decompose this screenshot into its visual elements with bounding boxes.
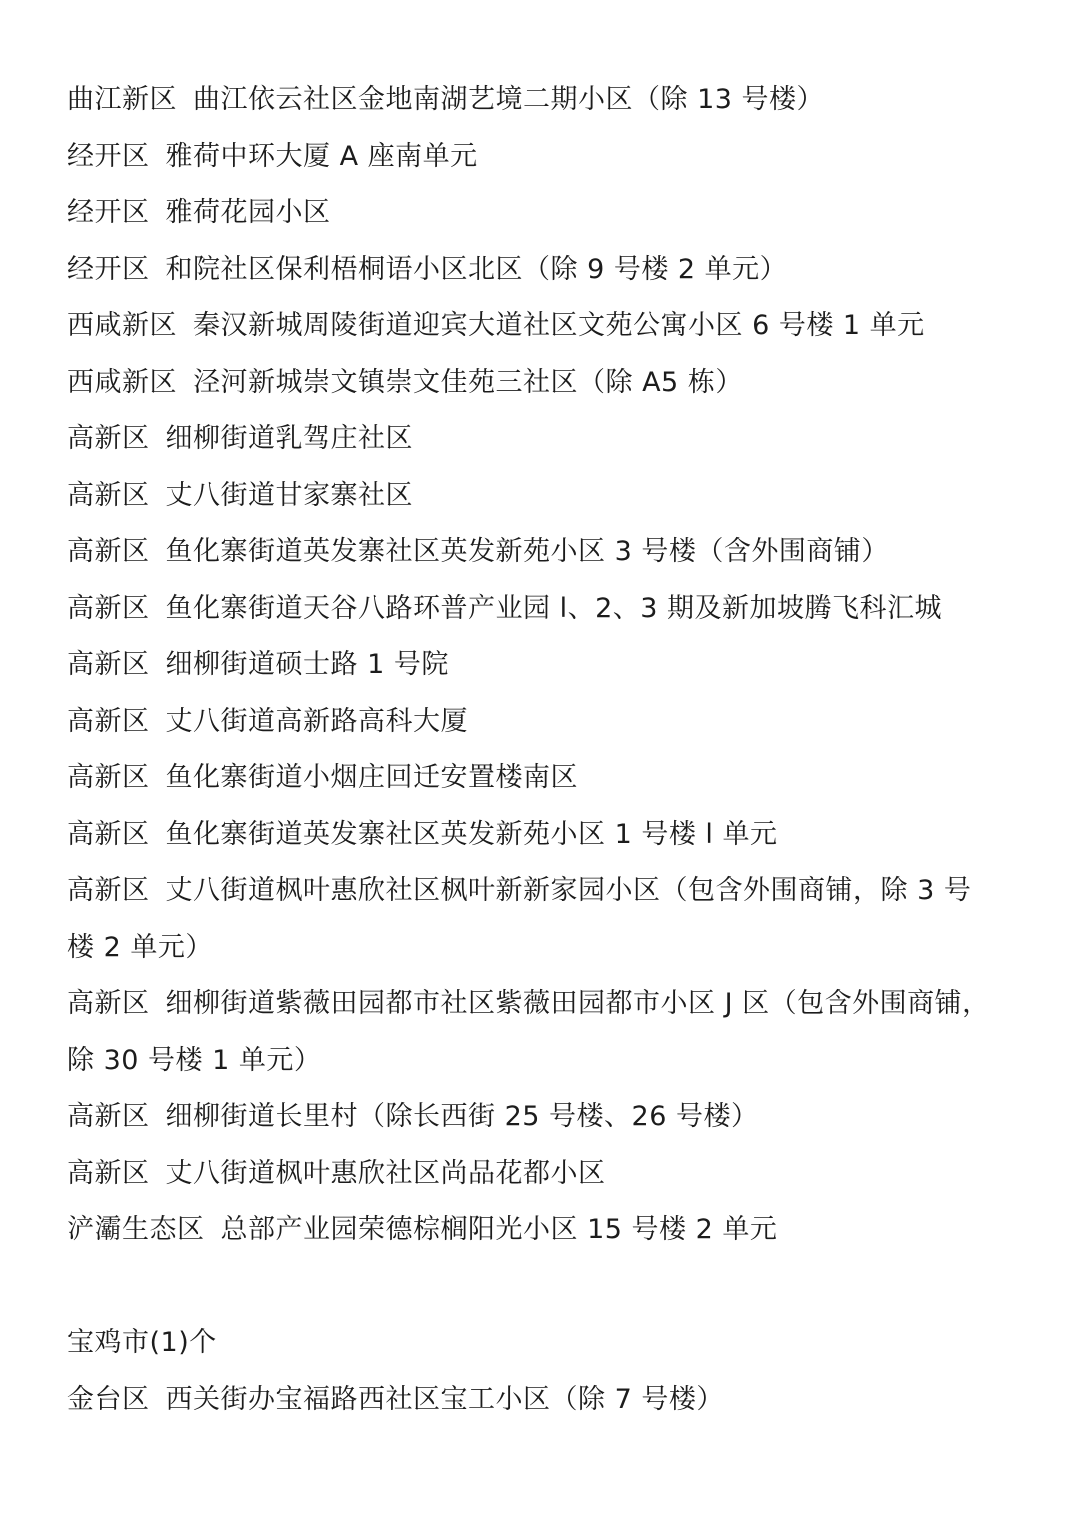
list-item: [67, 468, 1027, 525]
district-name: 高新区: [67, 705, 150, 737]
district-name: 高新区: [67, 592, 150, 624]
district-name: 西咸新区: [67, 310, 177, 341]
list-item: [67, 1146, 1027, 1203]
location-text: 泾河新城崇文镇崇文佳苑三社区（除 A5 栋）: [193, 366, 743, 398]
location-text-continued: 除 30 号楼 1 单元）: [67, 1044, 322, 1076]
district-name: 高新区: [67, 988, 150, 1019]
location-text: 秦汉新城周陵街道迎宾大道社区文苑公寓小区 6 号楼 1 单元: [193, 310, 925, 341]
list-item-continuation: [67, 1033, 1027, 1090]
list-item: [67, 807, 1027, 864]
list-item: [67, 129, 1027, 186]
district-name: 高新区: [67, 649, 150, 680]
district-name: 高新区: [67, 1101, 150, 1132]
list-item: [67, 355, 1027, 412]
location-text: 曲江依云社区金地南湖艺境二期小区（除 13 号楼）: [193, 84, 825, 115]
list-item: [67, 1202, 1027, 1259]
district-name: 高新区: [67, 1157, 150, 1189]
district-name: 高新区: [67, 762, 150, 793]
location-text: 丈八街道甘家寨社区: [165, 479, 413, 511]
district-name: 经开区: [67, 253, 150, 285]
location-text: 西关街办宝福路西社区宝工小区（除 7 号楼）: [165, 1383, 724, 1415]
location-text: 雅荷中环大厦 A 座南单元: [165, 140, 478, 172]
district-name: 金台区: [67, 1383, 150, 1415]
location-text: 总部产业园荣德棕榈阳光小区 15 号楼 2 单元: [220, 1214, 778, 1245]
list-item: [67, 411, 1027, 468]
list-item: [67, 863, 1027, 920]
list-item: [67, 185, 1027, 242]
location-text: 细柳街道乳驾庄社区: [165, 423, 413, 454]
location-text: 丈八街道枫叶惠欣社区尚品花都小区: [165, 1157, 606, 1189]
district-name: 高新区: [67, 818, 150, 850]
location-text: 鱼化寨街道小烟庄回迁安置楼南区: [165, 762, 578, 793]
location-text: 鱼化寨街道英发寨社区英发新苑小区 3 号楼（含外围商铺）: [165, 536, 889, 567]
district-name: 高新区: [67, 875, 150, 906]
location-text: 鱼化寨街道天谷八路环普产业园 l、2、3 期及新加坡腾飞科汇城: [165, 592, 943, 624]
location-text: 细柳街道紫薇田园都市社区紫薇田园都市小区 J 区（包含外围商铺，: [165, 988, 990, 1019]
location-text: 细柳街道硕士路 1 号院: [165, 649, 449, 680]
location-text: 丈八街道高新路高科大厦: [165, 705, 468, 737]
location-text-continued: 楼 2 单元）: [67, 931, 213, 963]
list-item: [67, 242, 1027, 299]
district-name: 高新区: [67, 479, 150, 511]
location-text: 丈八街道枫叶惠欣社区枫叶新新家园小区（包含外围商铺，除 3 号: [165, 875, 972, 906]
list-item: [67, 524, 1027, 581]
list-item: [67, 72, 1027, 129]
district-name: 高新区: [67, 423, 150, 454]
list-item: [67, 298, 1027, 355]
district-name: 西咸新区: [67, 366, 177, 398]
list-item: [67, 976, 1027, 1033]
list-item: [67, 694, 1027, 751]
list-item: [67, 1372, 1027, 1429]
list-item: [67, 581, 1027, 638]
location-text: 鱼化寨街道英发寨社区英发新苑小区 1 号楼 l 单元: [165, 818, 778, 850]
list-item: [67, 637, 1027, 694]
district-name: 经开区: [67, 140, 150, 172]
district-name: 经开区: [67, 197, 150, 228]
location-text: 雅荷花园小区: [165, 197, 331, 228]
district-name: 曲江新区: [67, 84, 177, 115]
section-header: [67, 1315, 1027, 1372]
blank-line: [67, 1259, 1027, 1316]
district-name: 浐灞生态区: [67, 1214, 205, 1245]
location-text: 和院社区保利梧桐语小区北区（除 9 号楼 2 单元）: [165, 253, 788, 285]
list-item: [67, 1089, 1027, 1146]
location-list: [67, 72, 1027, 1428]
list-item-continuation: [67, 920, 1027, 977]
list-item: [67, 750, 1027, 807]
city-header: 宝鸡市(1)个: [67, 1327, 217, 1358]
district-name: 高新区: [67, 536, 150, 567]
location-text: 细柳街道长里村（除长西街 25 号楼、26 号楼）: [165, 1101, 759, 1132]
